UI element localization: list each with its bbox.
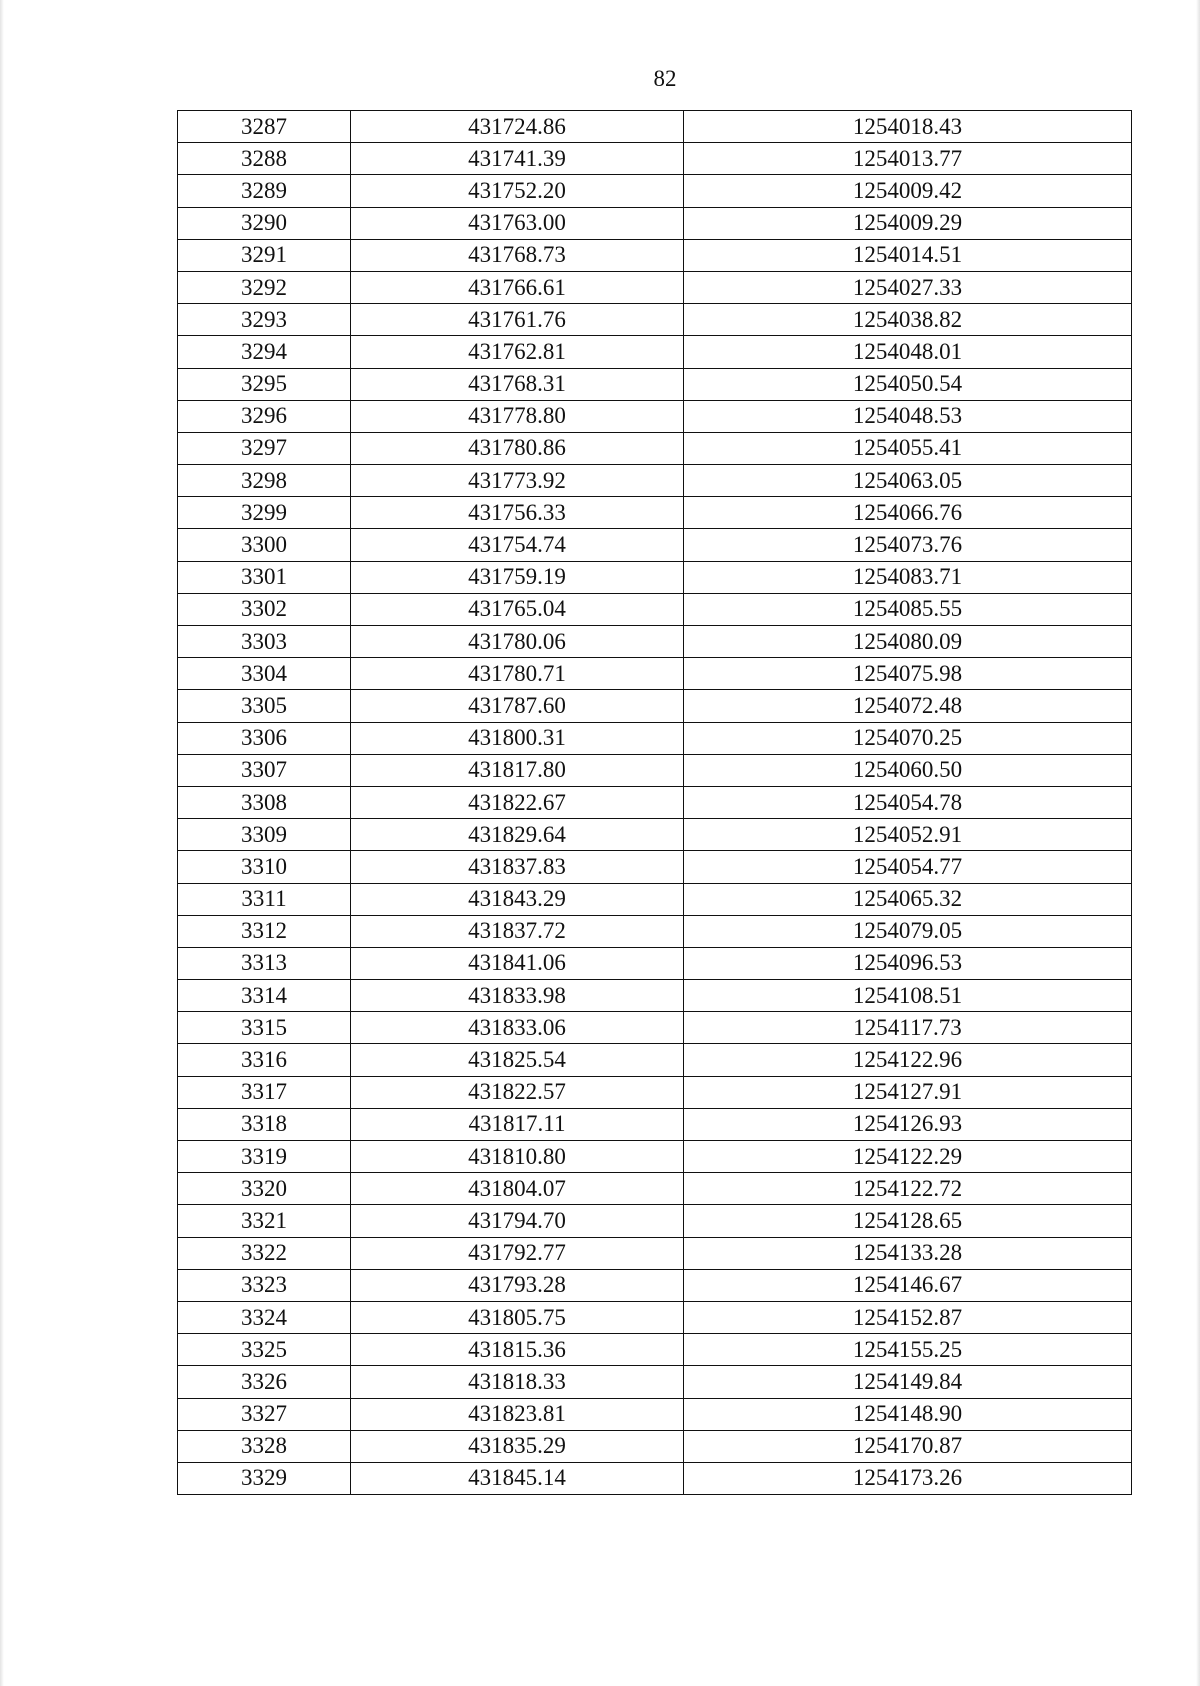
x-coordinate-cell: 431805.75 xyxy=(351,1301,684,1333)
x-coordinate-cell: 431810.80 xyxy=(351,1141,684,1173)
table-row xyxy=(178,915,1132,947)
point-number-cell: 3289 xyxy=(178,175,351,207)
y-coordinate-cell: 1254083.71 xyxy=(684,561,1132,593)
point-number-cell: 3310 xyxy=(178,851,351,883)
y-coordinate-cell: 1254152.87 xyxy=(684,1301,1132,1333)
y-coordinate-cell: 1254133.28 xyxy=(684,1237,1132,1269)
y-coordinate-cell: 1254122.29 xyxy=(684,1141,1132,1173)
x-coordinate-cell: 431837.72 xyxy=(351,915,684,947)
table-row xyxy=(178,271,1132,303)
x-coordinate-cell: 431800.31 xyxy=(351,722,684,754)
table-row xyxy=(178,754,1132,786)
y-coordinate-cell: 1254128.65 xyxy=(684,1205,1132,1237)
table-row xyxy=(178,1205,1132,1237)
y-coordinate-cell: 1254170.87 xyxy=(684,1430,1132,1462)
y-coordinate-cell: 1254117.73 xyxy=(684,1012,1132,1044)
x-coordinate-cell: 431762.81 xyxy=(351,336,684,368)
point-number-cell: 3327 xyxy=(178,1398,351,1430)
table-row xyxy=(178,1108,1132,1140)
coordinate-table xyxy=(177,110,1132,1495)
x-coordinate-cell: 431752.20 xyxy=(351,175,684,207)
table-row xyxy=(178,1044,1132,1076)
table-row xyxy=(178,1366,1132,1398)
table-row xyxy=(178,1301,1132,1333)
y-coordinate-cell: 1254054.78 xyxy=(684,786,1132,818)
page-number: 82 xyxy=(653,66,677,91)
point-number-cell: 3294 xyxy=(178,336,351,368)
x-coordinate-cell: 431780.06 xyxy=(351,626,684,658)
table-row xyxy=(178,819,1132,851)
table-row xyxy=(178,1430,1132,1462)
table-row xyxy=(178,1076,1132,1108)
point-number-cell: 3299 xyxy=(178,497,351,529)
table-row xyxy=(178,626,1132,658)
y-coordinate-cell: 1254052.91 xyxy=(684,819,1132,851)
table-row xyxy=(178,304,1132,336)
x-coordinate-cell: 431724.86 xyxy=(351,111,684,143)
y-coordinate-cell: 1254155.25 xyxy=(684,1334,1132,1366)
y-coordinate-cell: 1254014.51 xyxy=(684,239,1132,271)
x-coordinate-cell: 431768.31 xyxy=(351,368,684,400)
point-number-cell: 3296 xyxy=(178,400,351,432)
y-coordinate-cell: 1254173.26 xyxy=(684,1462,1132,1494)
y-coordinate-cell: 1254122.72 xyxy=(684,1173,1132,1205)
x-coordinate-cell: 431754.74 xyxy=(351,529,684,561)
point-number-cell: 3325 xyxy=(178,1334,351,1366)
table-row xyxy=(178,465,1132,497)
point-number-cell: 3326 xyxy=(178,1366,351,1398)
scan-edge-left xyxy=(0,0,4,1686)
y-coordinate-cell: 1254126.93 xyxy=(684,1108,1132,1140)
point-number-cell: 3298 xyxy=(178,465,351,497)
y-coordinate-cell: 1254096.53 xyxy=(684,947,1132,979)
table-row xyxy=(178,368,1132,400)
point-number-cell: 3321 xyxy=(178,1205,351,1237)
x-coordinate-cell: 431768.73 xyxy=(351,239,684,271)
x-coordinate-cell: 431763.00 xyxy=(351,207,684,239)
x-coordinate-cell: 431765.04 xyxy=(351,593,684,625)
scan-edge-right xyxy=(1196,0,1200,1686)
y-coordinate-cell: 1254122.96 xyxy=(684,1044,1132,1076)
y-coordinate-cell: 1254148.90 xyxy=(684,1398,1132,1430)
y-coordinate-cell: 1254060.50 xyxy=(684,754,1132,786)
y-coordinate-cell: 1254027.33 xyxy=(684,271,1132,303)
y-coordinate-cell: 1254070.25 xyxy=(684,722,1132,754)
table-row xyxy=(178,690,1132,722)
y-coordinate-cell: 1254075.98 xyxy=(684,658,1132,690)
x-coordinate-cell: 431833.06 xyxy=(351,1012,684,1044)
point-number-cell: 3328 xyxy=(178,1430,351,1462)
x-coordinate-cell: 431766.61 xyxy=(351,271,684,303)
y-coordinate-cell: 1254080.09 xyxy=(684,626,1132,658)
point-number-cell: 3300 xyxy=(178,529,351,561)
table-row xyxy=(178,1462,1132,1494)
point-number-cell: 3301 xyxy=(178,561,351,593)
point-number-cell: 3312 xyxy=(178,915,351,947)
table-row xyxy=(178,400,1132,432)
x-coordinate-cell: 431835.29 xyxy=(351,1430,684,1462)
x-coordinate-cell: 431845.14 xyxy=(351,1462,684,1494)
table-row xyxy=(178,658,1132,690)
point-number-cell: 3290 xyxy=(178,207,351,239)
y-coordinate-cell: 1254038.82 xyxy=(684,304,1132,336)
table-row xyxy=(178,207,1132,239)
y-coordinate-cell: 1254149.84 xyxy=(684,1366,1132,1398)
table-row xyxy=(178,1012,1132,1044)
y-coordinate-cell: 1254065.32 xyxy=(684,883,1132,915)
x-coordinate-cell: 431829.64 xyxy=(351,819,684,851)
x-coordinate-cell: 431823.81 xyxy=(351,1398,684,1430)
x-coordinate-cell: 431817.80 xyxy=(351,754,684,786)
y-coordinate-cell: 1254050.54 xyxy=(684,368,1132,400)
point-number-cell: 3319 xyxy=(178,1141,351,1173)
x-coordinate-cell: 431818.33 xyxy=(351,1366,684,1398)
x-coordinate-cell: 431841.06 xyxy=(351,947,684,979)
table-row xyxy=(178,1237,1132,1269)
table-row xyxy=(178,593,1132,625)
point-number-cell: 3291 xyxy=(178,239,351,271)
x-coordinate-cell: 431815.36 xyxy=(351,1334,684,1366)
table-row xyxy=(178,432,1132,464)
table-row xyxy=(178,1141,1132,1173)
point-number-cell: 3322 xyxy=(178,1237,351,1269)
x-coordinate-cell: 431794.70 xyxy=(351,1205,684,1237)
point-number-cell: 3307 xyxy=(178,754,351,786)
table-row xyxy=(178,722,1132,754)
point-number-cell: 3304 xyxy=(178,658,351,690)
point-number-cell: 3317 xyxy=(178,1076,351,1108)
y-coordinate-cell: 1254079.05 xyxy=(684,915,1132,947)
y-coordinate-cell: 1254018.43 xyxy=(684,111,1132,143)
table-row xyxy=(178,336,1132,368)
x-coordinate-cell: 431822.57 xyxy=(351,1076,684,1108)
y-coordinate-cell: 1254063.05 xyxy=(684,465,1132,497)
point-number-cell: 3329 xyxy=(178,1462,351,1494)
point-number-cell: 3287 xyxy=(178,111,351,143)
y-coordinate-cell: 1254048.53 xyxy=(684,400,1132,432)
x-coordinate-cell: 431817.11 xyxy=(351,1108,684,1140)
y-coordinate-cell: 1254009.29 xyxy=(684,207,1132,239)
point-number-cell: 3320 xyxy=(178,1173,351,1205)
point-number-cell: 3292 xyxy=(178,271,351,303)
x-coordinate-cell: 431804.07 xyxy=(351,1173,684,1205)
x-coordinate-cell: 431761.76 xyxy=(351,304,684,336)
point-number-cell: 3295 xyxy=(178,368,351,400)
x-coordinate-cell: 431787.60 xyxy=(351,690,684,722)
y-coordinate-cell: 1254127.91 xyxy=(684,1076,1132,1108)
point-number-cell: 3323 xyxy=(178,1269,351,1301)
x-coordinate-cell: 431773.92 xyxy=(351,465,684,497)
table-row xyxy=(178,497,1132,529)
point-number-cell: 3315 xyxy=(178,1012,351,1044)
y-coordinate-cell: 1254108.51 xyxy=(684,980,1132,1012)
x-coordinate-cell: 431741.39 xyxy=(351,143,684,175)
x-coordinate-cell: 431837.83 xyxy=(351,851,684,883)
x-coordinate-cell: 431793.28 xyxy=(351,1269,684,1301)
y-coordinate-cell: 1254048.01 xyxy=(684,336,1132,368)
point-number-cell: 3288 xyxy=(178,143,351,175)
point-number-cell: 3302 xyxy=(178,593,351,625)
table-row xyxy=(178,561,1132,593)
point-number-cell: 3305 xyxy=(178,690,351,722)
x-coordinate-cell: 431792.77 xyxy=(351,1237,684,1269)
table-row xyxy=(178,1334,1132,1366)
coordinate-table-body xyxy=(178,111,1132,1495)
y-coordinate-cell: 1254146.67 xyxy=(684,1269,1132,1301)
table-row xyxy=(178,175,1132,207)
point-number-cell: 3293 xyxy=(178,304,351,336)
table-row xyxy=(178,143,1132,175)
table-row xyxy=(178,111,1132,143)
x-coordinate-cell: 431759.19 xyxy=(351,561,684,593)
point-number-cell: 3313 xyxy=(178,947,351,979)
y-coordinate-cell: 1254013.77 xyxy=(684,143,1132,175)
table-row xyxy=(178,947,1132,979)
point-number-cell: 3309 xyxy=(178,819,351,851)
table-row xyxy=(178,1173,1132,1205)
x-coordinate-cell: 431833.98 xyxy=(351,980,684,1012)
table-row xyxy=(178,786,1132,818)
y-coordinate-cell: 1254073.76 xyxy=(684,529,1132,561)
y-coordinate-cell: 1254085.55 xyxy=(684,593,1132,625)
table-row xyxy=(178,883,1132,915)
y-coordinate-cell: 1254009.42 xyxy=(684,175,1132,207)
point-number-cell: 3316 xyxy=(178,1044,351,1076)
point-number-cell: 3308 xyxy=(178,786,351,818)
y-coordinate-cell: 1254055.41 xyxy=(684,432,1132,464)
x-coordinate-cell: 431822.67 xyxy=(351,786,684,818)
table-row xyxy=(178,529,1132,561)
x-coordinate-cell: 431756.33 xyxy=(351,497,684,529)
x-coordinate-cell: 431780.71 xyxy=(351,658,684,690)
point-number-cell: 3311 xyxy=(178,883,351,915)
point-number-cell: 3297 xyxy=(178,432,351,464)
x-coordinate-cell: 431843.29 xyxy=(351,883,684,915)
y-coordinate-cell: 1254054.77 xyxy=(684,851,1132,883)
point-number-cell: 3303 xyxy=(178,626,351,658)
point-number-cell: 3318 xyxy=(178,1108,351,1140)
table-row xyxy=(178,1398,1132,1430)
x-coordinate-cell: 431780.86 xyxy=(351,432,684,464)
point-number-cell: 3306 xyxy=(178,722,351,754)
y-coordinate-cell: 1254072.48 xyxy=(684,690,1132,722)
point-number-cell: 3314 xyxy=(178,980,351,1012)
x-coordinate-cell: 431825.54 xyxy=(351,1044,684,1076)
table-row xyxy=(178,980,1132,1012)
y-coordinate-cell: 1254066.76 xyxy=(684,497,1132,529)
x-coordinate-cell: 431778.80 xyxy=(351,400,684,432)
table-row xyxy=(178,1269,1132,1301)
table-row xyxy=(178,239,1132,271)
table-row xyxy=(178,851,1132,883)
point-number-cell: 3324 xyxy=(178,1301,351,1333)
